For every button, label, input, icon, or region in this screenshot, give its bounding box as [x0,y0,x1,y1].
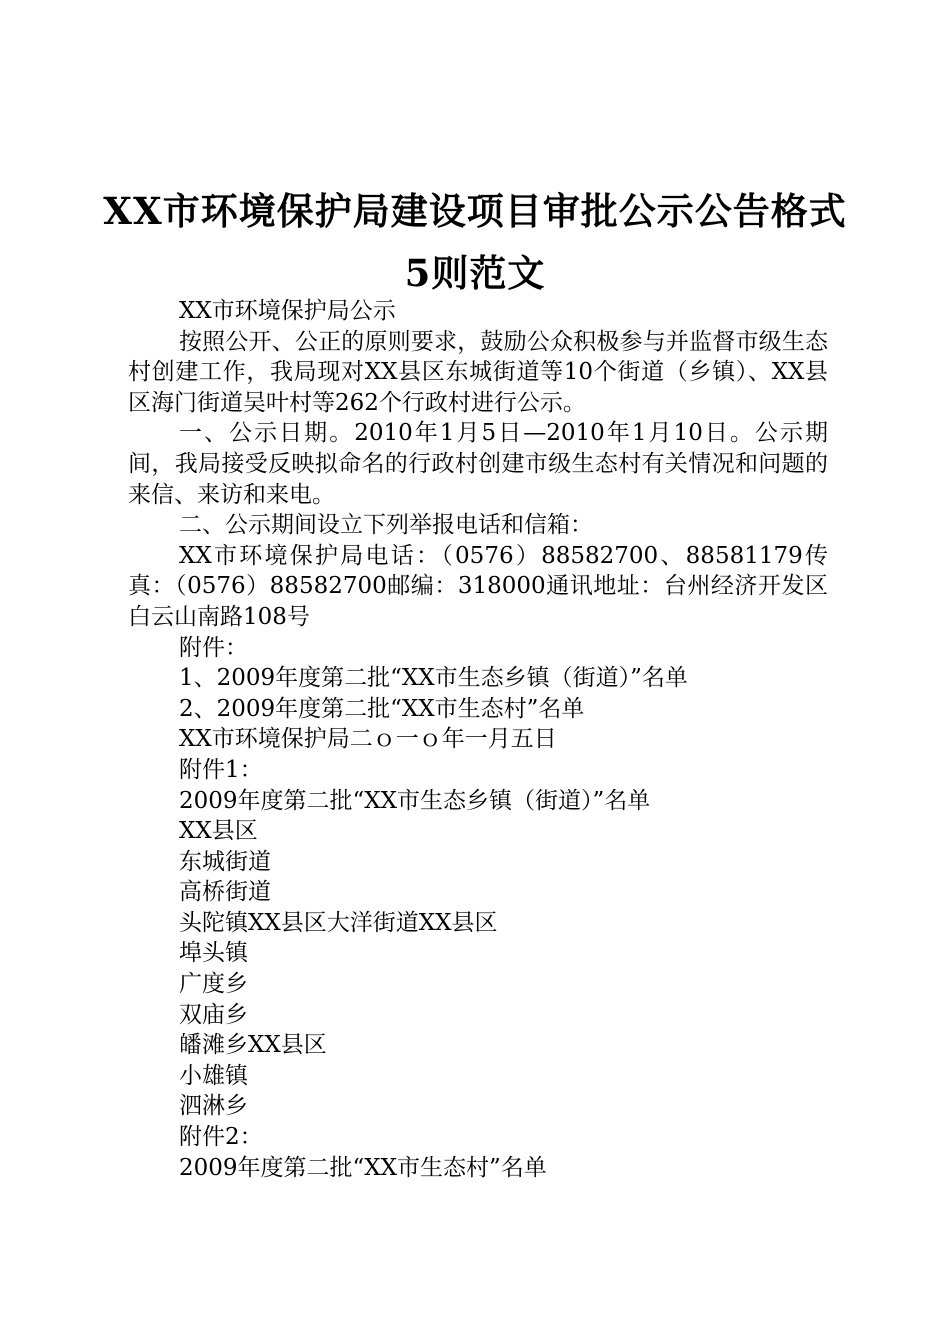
paragraph-attachment-2-title: 2009年度第二批“XX市生态村”名单 [179,1154,547,1181]
list-item: 泗淋乡 [179,1093,248,1120]
list-item: 头陀镇XX县区大洋街道XX县区 [179,909,498,936]
list-item: 东城街道 [179,848,271,875]
paragraph-intro: 按照公开、公正的原则要求，鼓励公众积极参与并监督市级生态村创建工作，我局现对XX县区东城街道等10个街道（乡镇）、XX县区海门街道吴叶村等262个行政村进行公示。 [128,328,828,416]
paragraph-date: 一、公示日期。2010年1月5日—2010年1月10日。公示期间，我局接受反映拟命名的行政村创建市级生态村有关情况和问题的来信、来访和来电。 [128,420,828,508]
list-item: 高桥街道 [179,879,271,906]
list-item: 双庙乡 [179,1001,248,1028]
list-item: XX县区 [179,818,258,845]
paragraph-contact: XX市环境保护局电话：（0576）88582700、88581179传真：（0576）88582700邮编：318000通讯地址：台州经济开发区白云山南路108号 [128,542,828,630]
paragraph-attachment-1: 1、2009年度第二批“XX市生态乡镇（街道）”名单 [179,665,688,692]
document-body [128,296,828,1183]
document-title: XX市环境保护局建设项目审批公示公告格式5则范文 [103,189,847,295]
paragraph-attachment-2: 2、2009年度第二批“XX市生态村”名单 [179,695,585,722]
list-item: 埠头镇 [179,940,248,967]
list-item: 皤滩乡XX县区 [179,1032,327,1059]
paragraph-report-heading: 二、公示期间设立下列举报电话和信箱： [179,512,593,539]
paragraph-attachment-2-heading: 附件2： [179,1124,263,1151]
paragraph-attachment-1-title: 2009年度第二批“XX市生态乡镇（街道）”名单 [179,787,651,814]
paragraph-signature-date: XX市环境保护局二ｏ一ｏ年一月五日 [179,726,557,753]
paragraph-attachment-1-heading: 附件1： [179,756,263,783]
list-item: 小雄镇 [179,1062,248,1089]
list-item: 广度乡 [179,971,248,998]
paragraph-attachments-label: 附件： [179,634,248,661]
paragraph-notice-heading: XX市环境保护局公示 [179,298,396,324]
